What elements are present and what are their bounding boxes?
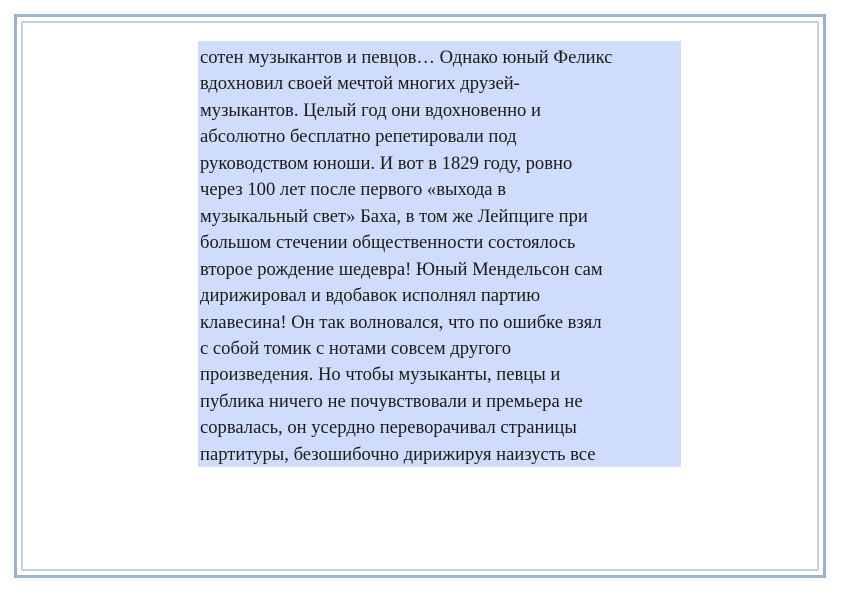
text-line: сотен музыкантов и певцов… Однако юный Феликс (200, 47, 613, 68)
text-line: второе рождение шедевра! Юный Мендельсон сам (200, 258, 603, 280)
text-line: партитуры, безошибочно дирижируя наизусть все (200, 443, 596, 465)
text-line: с собой томик с нотами совсем другого (200, 337, 511, 359)
text-line: абсолютно бесплатно репетировали под (200, 126, 517, 148)
text-line: дирижировал и вдобавок исполнял партию (200, 285, 541, 307)
text-line: музыкантов. Целый год они вдохновенно и (200, 99, 541, 121)
text-line: публика ничего не почувствовали и премьера не (200, 390, 583, 412)
text-line: произведения. Но чтобы музыканты, певцы и (200, 364, 561, 386)
text-line: сорвалась, он усердно переворачивал страницы (200, 417, 577, 439)
text-line: вдохновил своей мечтой многих друзей- (200, 73, 520, 95)
text-line: руководством юноши. И вот в 1829 году, ровно (200, 152, 573, 174)
text-line: музыкальный свет» Баха, в том же Лейпциге при (200, 205, 588, 227)
text-line: через 100 лет после первого «выхода в (200, 179, 506, 201)
text-block (198, 41, 681, 467)
text-line: клавесина! Он так волновался, что по ошибке взял (200, 311, 602, 333)
text-line: большом стечении общественности состоялось (200, 232, 576, 254)
